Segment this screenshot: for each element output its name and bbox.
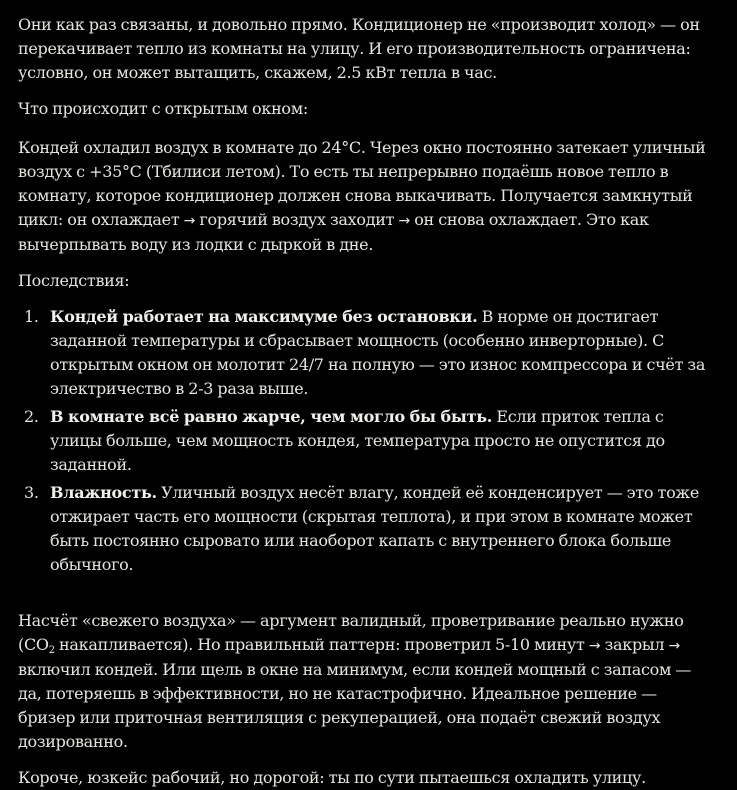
list-item-number: 3.: [24, 483, 39, 502]
paragraph-explanation: [18, 136, 718, 257]
list-item-bold: Кондей работает на максимуме без остановки.: [50, 307, 478, 326]
paragraph-fresh-air: [18, 609, 718, 754]
paragraph-consequences-heading: Последствия:: [18, 271, 130, 290]
list-item-text: Уличный воздух несёт влагу, кондей её конденсирует — это тоже отжирает часть его мощности (скрытая теплота), и при этом в комнате может быть постоянно сыровато или наоборот капать с внутреннего блока больше обычного.: [50, 483, 699, 574]
explanation-text-3: он снова охлаждает. Это как вычерпывать воду из лодки с дыркой в дне.: [18, 210, 649, 254]
fresh-air-text-1: Насчёт «свежего воздуха» — аргумент валидный, проветривание реально нужно (CO: [18, 611, 684, 654]
arrow-right-icon: →: [398, 213, 410, 229]
list-item: [18, 405, 718, 477]
arrow-right-icon: →: [588, 638, 601, 654]
explanation-text-2: горячий воздух заходит: [199, 210, 395, 229]
fresh-air-text-2: накапливается). Но правильный паттерн: проветрил 5-10 минут: [54, 635, 585, 654]
list-item-text: Если приток тепла с улицы больше, чем мощность кондея, температура просто не опустится до заданной.: [50, 407, 665, 474]
paragraph-intro: [18, 13, 718, 85]
list-item-bold: Влажность.: [50, 483, 157, 502]
explanation-text-1: Кондей охладил воздух в комнате до 24°С. Через окно постоянно затекает уличный воздух с +35°С (Тбилиси летом). То есть ты непрерывно подаёшь новое тепло в комнату, которое кондиционер должен снова выкачивать. Получается замкнутый цикл: он охлаждает: [18, 138, 706, 229]
list-item: [18, 481, 718, 577]
paragraph-open-window-heading: Что происходит с открытым окном:: [18, 99, 309, 118]
fresh-air-text-3: закрыл: [604, 635, 665, 654]
paragraph-intro-text: Они как раз связаны, и довольно прямо. Кондиционер не «производит холод» — он перекачивает тепло из комнаты на улицу. И его производительность ограничена: условно, он может вытащить, скажем, 2.5 кВт тепла в час.: [18, 15, 700, 82]
assistant-message: [18, 13, 718, 790]
fresh-air-text-4: включил кондей. Или щель в окне на минимум, если кондей мощный с запасом — да, потеряешь в эффективности, но не катастрофично. Идеальное решение — бризер или приточная вентиляция с рекуперацией, она подаёт свежий воздух дозированно.: [18, 660, 692, 751]
arrow-right-icon: →: [183, 213, 196, 229]
co2-subscript: 2: [48, 645, 55, 656]
list-item-text: В норме он достигает заданной температуры и сбрасывает мощность (особенно инверторные). С открытым окном он молотит 24/7 на полную — это износ компрессора и счёт за электричество в 2-3 раза выше.: [50, 307, 706, 398]
arrow-right-icon: →: [668, 638, 680, 654]
list-item-number: 2.: [24, 407, 39, 426]
list-item: [18, 305, 718, 401]
consequences-list: [18, 305, 718, 577]
list-item-number: 1.: [24, 307, 39, 326]
list-item-bold: В комнате всё равно жарче, чем могло бы быть.: [50, 407, 493, 426]
paragraph-conclusion: Короче, юзкейс рабочий, но дорогой: ты по сути пытаешься охладить улицу.: [18, 768, 646, 787]
